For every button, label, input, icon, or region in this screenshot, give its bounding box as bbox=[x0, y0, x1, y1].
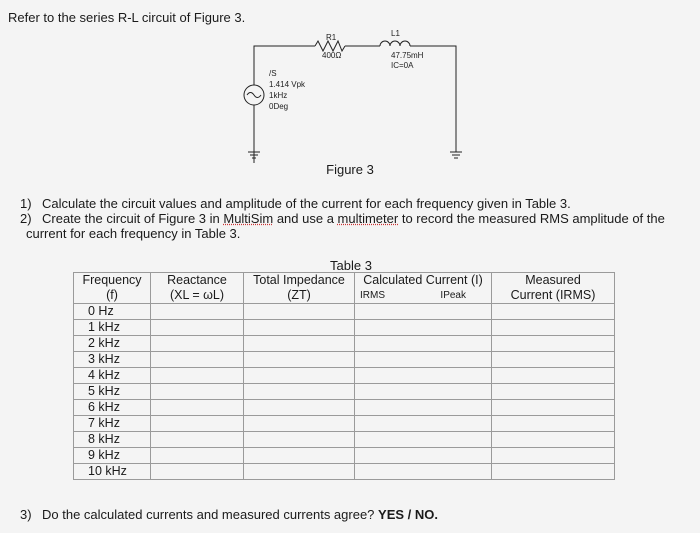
multimeter-term: multimeter bbox=[337, 211, 399, 226]
calculated-current-cell[interactable] bbox=[355, 464, 492, 480]
table-row bbox=[74, 352, 615, 368]
question-2-number: 2) bbox=[20, 211, 32, 226]
frequency-cell: 1 kHz bbox=[74, 320, 151, 336]
frequency-cell: 5 kHz bbox=[74, 384, 151, 400]
measured-current-cell[interactable] bbox=[492, 400, 615, 416]
header-calculated-current: Calculated Current (I) IRMS IPeak bbox=[355, 273, 492, 304]
frequency-cell: 3 kHz bbox=[74, 352, 151, 368]
table-row bbox=[74, 304, 615, 320]
calculated-current-cell[interactable] bbox=[355, 400, 492, 416]
question-2 bbox=[20, 211, 686, 241]
question-2-text-b: and use a bbox=[273, 211, 338, 226]
ground-symbol-right bbox=[450, 152, 462, 158]
frequency-cell: 2 kHz bbox=[74, 336, 151, 352]
resistor-symbol bbox=[315, 41, 345, 51]
impedance-cell[interactable] bbox=[244, 352, 355, 368]
calculated-current-cell[interactable] bbox=[355, 304, 492, 320]
reactance-cell[interactable] bbox=[151, 384, 244, 400]
question-3-text: Do the calculated currents and measured currents agree? bbox=[42, 507, 379, 522]
impedance-cell[interactable] bbox=[244, 304, 355, 320]
header-impedance: Total Impedance (ZT) bbox=[244, 273, 355, 304]
source-amplitude: 1.414 Vpk bbox=[269, 80, 306, 89]
reactance-cell[interactable] bbox=[151, 432, 244, 448]
table-row bbox=[74, 416, 615, 432]
table-body bbox=[74, 304, 615, 480]
table-row bbox=[74, 448, 615, 464]
inductor-name: L1 bbox=[391, 29, 400, 38]
reactance-cell[interactable] bbox=[151, 352, 244, 368]
measured-current-cell[interactable] bbox=[492, 304, 615, 320]
table-row bbox=[74, 464, 615, 480]
calculated-current-cell[interactable] bbox=[355, 368, 492, 384]
table-caption: Table 3 bbox=[330, 258, 372, 273]
measured-current-cell[interactable] bbox=[492, 320, 615, 336]
inductor-value: 47.75mH bbox=[391, 51, 424, 60]
reactance-cell[interactable] bbox=[151, 336, 244, 352]
calculated-current-cell[interactable] bbox=[355, 336, 492, 352]
question-1 bbox=[20, 196, 571, 211]
header-measured-current: Measured Current (IRMS) bbox=[492, 273, 615, 304]
circuit-wire-right bbox=[410, 46, 456, 152]
reactance-cell[interactable] bbox=[151, 320, 244, 336]
frequency-cell: 0 Hz bbox=[74, 304, 151, 320]
multisim-term: MultiSim bbox=[223, 211, 274, 226]
question-2-text-c: to record the measured RMS amplitude of the current for each frequency in Table 3. bbox=[26, 211, 665, 241]
table-row bbox=[74, 400, 615, 416]
frequency-cell: 7 kHz bbox=[74, 416, 151, 432]
source-phase: 0Deg bbox=[269, 102, 289, 111]
impedance-cell[interactable] bbox=[244, 384, 355, 400]
source-frequency: 1kHz bbox=[269, 91, 288, 100]
calculated-current-cell[interactable] bbox=[355, 352, 492, 368]
resistor-value: 400Ω bbox=[322, 51, 342, 60]
table-row bbox=[74, 336, 615, 352]
impedance-cell[interactable] bbox=[244, 368, 355, 384]
impedance-cell[interactable] bbox=[244, 448, 355, 464]
impedance-cell[interactable] bbox=[244, 320, 355, 336]
measured-current-cell[interactable] bbox=[492, 336, 615, 352]
frequency-cell: 9 kHz bbox=[74, 448, 151, 464]
measured-current-cell[interactable] bbox=[492, 464, 615, 480]
inductor-symbol bbox=[380, 41, 410, 46]
measured-current-cell[interactable] bbox=[492, 368, 615, 384]
table-header-row bbox=[74, 273, 615, 304]
calculated-current-cell[interactable] bbox=[355, 320, 492, 336]
calculated-current-cell[interactable] bbox=[355, 416, 492, 432]
measured-current-cell[interactable] bbox=[492, 384, 615, 400]
question-2-text-a: Create the circuit of Figure 3 in bbox=[42, 211, 224, 226]
question-3 bbox=[20, 507, 438, 522]
question-1-text: Calculate the circuit values and amplitude of the current for each frequency given in Table 3. bbox=[42, 196, 571, 211]
table-row bbox=[74, 320, 615, 336]
inductor-ic: IC=0A bbox=[391, 61, 414, 70]
frequency-cell: 10 kHz bbox=[74, 464, 151, 480]
header-frequency: Frequency (f) bbox=[74, 273, 151, 304]
circuit-diagram bbox=[0, 0, 700, 170]
resistor-name: R1 bbox=[326, 33, 337, 42]
table-row bbox=[74, 432, 615, 448]
reactance-cell[interactable] bbox=[151, 464, 244, 480]
frequency-cell: 4 kHz bbox=[74, 368, 151, 384]
impedance-cell[interactable] bbox=[244, 336, 355, 352]
impedance-cell[interactable] bbox=[244, 464, 355, 480]
question-3-number: 3) bbox=[20, 507, 32, 522]
measured-current-cell[interactable] bbox=[492, 352, 615, 368]
impedance-cell[interactable] bbox=[244, 432, 355, 448]
calculated-current-cell[interactable] bbox=[355, 432, 492, 448]
source-name: /S bbox=[269, 69, 277, 78]
calculated-current-cell[interactable] bbox=[355, 384, 492, 400]
frequency-cell: 6 kHz bbox=[74, 400, 151, 416]
question-1-number: 1) bbox=[20, 196, 32, 211]
impedance-cell[interactable] bbox=[244, 416, 355, 432]
table-row bbox=[74, 368, 615, 384]
reactance-cell[interactable] bbox=[151, 304, 244, 320]
measured-current-cell[interactable] bbox=[492, 448, 615, 464]
table-row bbox=[74, 384, 615, 400]
frequency-cell: 8 kHz bbox=[74, 432, 151, 448]
intro-text: Refer to the series R-L circuit of Figure 3. bbox=[8, 10, 246, 25]
calculated-current-cell[interactable] bbox=[355, 448, 492, 464]
header-ipeak: IPeak bbox=[440, 290, 466, 301]
impedance-cell[interactable] bbox=[244, 400, 355, 416]
measured-current-cell[interactable] bbox=[492, 416, 615, 432]
header-irms: IRMS bbox=[360, 290, 385, 301]
measured-current-cell[interactable] bbox=[492, 432, 615, 448]
reactance-cell[interactable] bbox=[151, 416, 244, 432]
reactance-cell[interactable] bbox=[151, 448, 244, 464]
results-table bbox=[73, 272, 615, 480]
header-reactance: Reactance (XL = ωL) bbox=[151, 273, 244, 304]
yes-no-answer: YES / NO. bbox=[378, 507, 438, 522]
figure-caption: Figure 3 bbox=[326, 162, 374, 177]
reactance-cell[interactable] bbox=[151, 368, 244, 384]
reactance-cell[interactable] bbox=[151, 400, 244, 416]
